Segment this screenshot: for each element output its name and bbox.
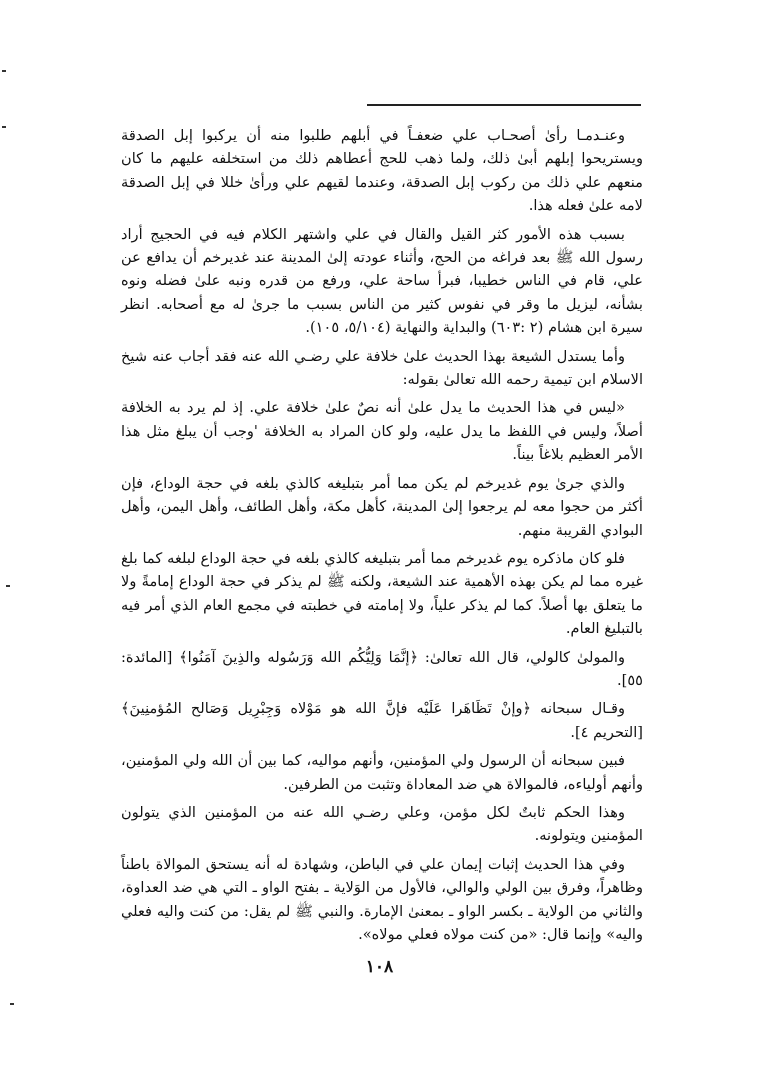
paragraph-4: «ليس في هذا الحديث ما يدل علىٰ أنه نصٌ علىٰ خلافة علي. إذ لم يرد به الخلافة أصلاً، وليس في اللفظ ما يدل عليه، ولو كان المراد به الخلافة 'وجب أن يبلغ مثل هذا الأمر العظيم بلاغاً بيناً. — [121, 399, 643, 464]
margin-mark — [10, 1003, 14, 1005]
paragraph-9: فبين سبحانه أن الرسول ولي المؤمنين، وأنهم مواليه، كما بين أن الله ولي المؤمنين، وأنهم أولياءه، فالموالاة هي ضد المعاداة وتثبت من الطرفين. — [121, 752, 643, 793]
paragraph-8: وقـال سبحانه ﴿وإنْ تَظَاهَرا عَلَيْه فإنَّ الله هو مَوْلاه وَجِبْرِيل وَصَالح المُؤمنِينَ﴾ [التحريم ٤]. — [121, 700, 643, 741]
paragraph-6: فلو كان ماذكره يوم غديرخم مما أمر بتبليغه كالذي بلغه في حجة الوداع لبلغه كما بلغ غيره مما لم يكن بهذه الأهمية عند الشيعة، ولكنه ﷺ لم يذكر في حجة الوداع إمامةً ولا ما يتعلق بها أصلاً. كما لم يذكر علياً، ولا إمامته في خطبته في مجمع العام الذي أمر فيه بالتبليغ العام. — [121, 549, 643, 638]
paragraph-2: بسبب هذه الأمور كثر القيل والقال في علي واشتهر الكلام فيه في الحجيج أراد رسول الله ﷺ بعد فراغه من الحج، وأثناء عودته إلىٰ المدينة عند غديرخم أن يدافع عن علي، قام في الناس خطيبا، فبرأ ساحة علي، ورفع من قدره ونبه علىٰ فضله ونوه بشأنه، ليزيل ما وقر في نفوس كثير من الناس بسبب ما جرىٰ له مع أصحابه. انظر سيرة ابن هشام (٢ :٦٠٣) والبداية والنهاية (٥/١٠٤، ١٠٥). — [121, 225, 643, 337]
header-rule — [367, 104, 641, 106]
paragraph-5: والذي جرىٰ يوم غديرخم لم يكن مما أمر بتبليغه كالذي بلغه في حجة الوداع، فإن أكثر من حجوا معه لم يرجعوا إلىٰ المدينة، كأهل مكة، وأهل الطائف، وأهل اليمن، وأهل البوادي القريبة منهم. — [121, 474, 643, 539]
paragraph-7: والمولىٰ كالولي، قال الله تعالىٰ: ﴿إنَّمَا وَلِيُّكُم الله وَرَسُوله والذِينَ آمَنُوا﴾ [المائدة: ٥٥]. — [121, 648, 643, 689]
paragraph-3: وأما يستدل الشيعة بهذا الحديث علىٰ خلافة علي رضـي الله عنه فقد أجاب عنه شيخ الاسلام ابن تيمية رحمه الله تعالىٰ بقوله: — [121, 347, 643, 389]
margin-mark — [2, 70, 6, 72]
margin-mark — [2, 126, 6, 128]
paragraph-1: وعنـدمـا رأىٰ أصحـاب علي ضعفـاً في أبلهم طلبوا منه أن يركبوا إبل الصدقة ويستريحوا إبلهم أبىٰ ذلك، ولما ذهب للحج أعطاهم ذلك من استخلفه عليهم ما كان منعهم علي ذلك من ركوب إبل الصدقة، وعندما لقيهم علي ورأىٰ خللا في إبل الصدقة لامه علىٰ فعله هذا. — [121, 127, 643, 215]
margin-mark — [6, 585, 10, 587]
paragraph-11: وفي هذا الحديث إثبات إيمان علي في الباطن، وشهادة له أنه يستحق الموالاة باطناً وظاهراً، وفرق بين الولي والوالي، فالأول من الوَلاية ـ بفتح الواو ـ التي هي ضد العداوة، والثاني من الولاية ـ بكسر الواو ـ بمعنىٰ الإمارة. والنبي ﷺ لم يقل: من كنت واليه فعلي واليه» وإنما قال: «من كنت مولاه فعلي مولاه». — [121, 855, 643, 943]
page-number: ١٠٨ — [365, 957, 394, 977]
paragraph-10: وهذا الحكم ثابتٌ لكل مؤمن، وعلي رضـي الله عنه من المؤمنين الذي يتولون المؤمنين ويتولونه. — [121, 803, 643, 845]
body-text — [121, 124, 643, 951]
